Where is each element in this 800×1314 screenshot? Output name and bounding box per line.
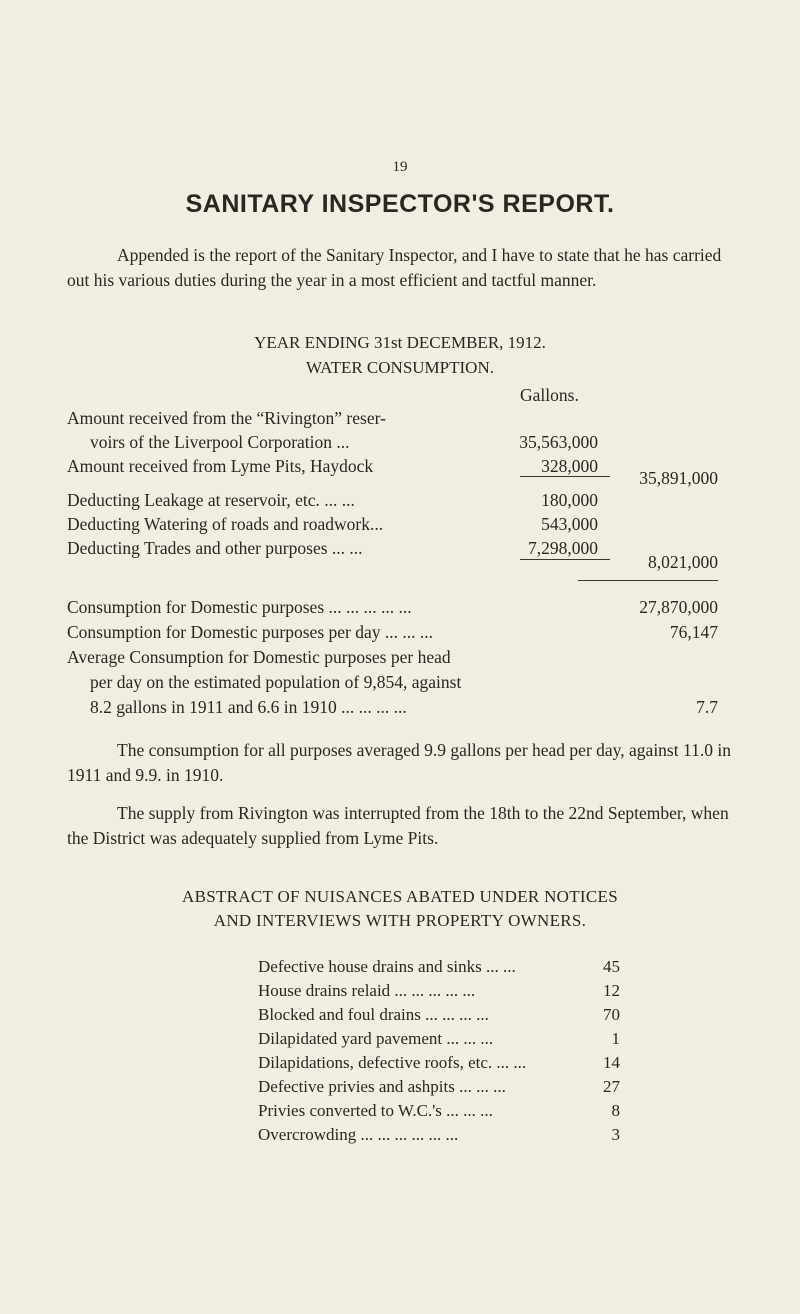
per-day-label: Consumption for Domestic purposes per day ... ... ...: [67, 622, 433, 642]
nuisance-count: 27: [603, 1077, 620, 1096]
nuisance-count: 45: [603, 957, 620, 976]
watering-label: Deducting Watering of roads and roadwork...: [67, 514, 384, 534]
leakage-label: Deducting Leakage at reservoir, etc. ... ...: [67, 490, 355, 510]
domestic-value: 27,870,000: [639, 597, 718, 617]
unit-label: Gallons.: [520, 385, 579, 405]
lyme-value: 328,000: [541, 456, 598, 476]
nuisance-label: Dilapidations, defective roofs, etc. ... ...: [258, 1053, 527, 1072]
nuisance-count: 14: [603, 1053, 620, 1072]
nuisance-label: Overcrowding ... ... ... ... ... ...: [258, 1125, 459, 1144]
nuisance-count: 8: [611, 1101, 620, 1120]
consumption-paragraph: The consumption for all purposes averaged 9.9 gallons per head per day, against 11.0 in 1911 and 9.9. in 1910.: [67, 740, 731, 785]
total-rule: [578, 580, 718, 581]
received-total: 35,891,000: [639, 468, 718, 488]
intro-paragraph: Appended is the report of the Sanitary Inspector, and I have to state that he has carried out his various duties during the year in a most efficient and tactful manner.: [67, 245, 722, 290]
average-value: 7.7: [696, 697, 718, 717]
abstract-heading-2: AND INTERVIEWS WITH PROPERTY OWNERS.: [213, 911, 587, 930]
domestic-label: Consumption for Domestic purposes ... ... ... ... ...: [67, 597, 412, 617]
trades-value: 7,298,000: [528, 538, 598, 558]
year-heading: YEAR ENDING 31st DECEMBER, 1912.: [254, 333, 546, 352]
deducted-total: 8,021,000: [648, 552, 718, 572]
rivington-label-2: voirs of the Liverpool Corporation ...: [90, 432, 350, 452]
per-day-value: 76,147: [669, 622, 718, 642]
water-consumption-heading: WATER CONSUMPTION.: [306, 358, 494, 377]
nuisance-label: Privies converted to W.C.'s ... ... ...: [258, 1101, 493, 1120]
average-label-1: Average Consumption for Domestic purposes per head: [67, 647, 451, 667]
abstract-heading-1: ABSTRACT OF NUISANCES ABATED UNDER NOTICES: [182, 887, 618, 906]
lyme-label: Amount received from Lyme Pits, Haydock: [67, 456, 374, 476]
nuisance-label: Blocked and foul drains ... ... ... ...: [258, 1005, 489, 1024]
nuisance-count: 3: [611, 1125, 620, 1144]
nuisance-label: House drains relaid ... ... ... ... ...: [258, 981, 476, 1000]
rivington-label-1: Amount received from the “Rivington” reser-: [67, 408, 386, 428]
nuisance-count: 12: [603, 981, 620, 1000]
nuisance-label: Dilapidated yard pavement ... ... ...: [258, 1029, 494, 1048]
supply-paragraph: The supply from Rivington was interrupted from the 18th to the 22nd September, when the District was adequately supplied from Lyme Pits.: [67, 803, 729, 848]
page-title: SANITARY INSPECTOR'S REPORT.: [185, 190, 615, 218]
leakage-value: 180,000: [541, 490, 598, 510]
nuisance-label: Defective privies and ashpits ... ... ...: [258, 1077, 506, 1096]
nuisance-count: 70: [603, 1005, 620, 1024]
watering-value: 543,000: [541, 514, 598, 534]
average-label-3: 8.2 gallons in 1911 and 6.6 in 1910 ... ... ... ...: [90, 697, 407, 717]
nuisance-count: 1: [611, 1029, 620, 1048]
nuisance-label: Defective house drains and sinks ... ...: [258, 957, 516, 976]
page-number: 19: [392, 159, 408, 175]
average-label-2: per day on the estimated population of 9,854, against: [90, 672, 462, 692]
trades-label: Deducting Trades and other purposes ... ...: [67, 538, 363, 558]
rivington-value: 35,563,000: [519, 432, 598, 452]
